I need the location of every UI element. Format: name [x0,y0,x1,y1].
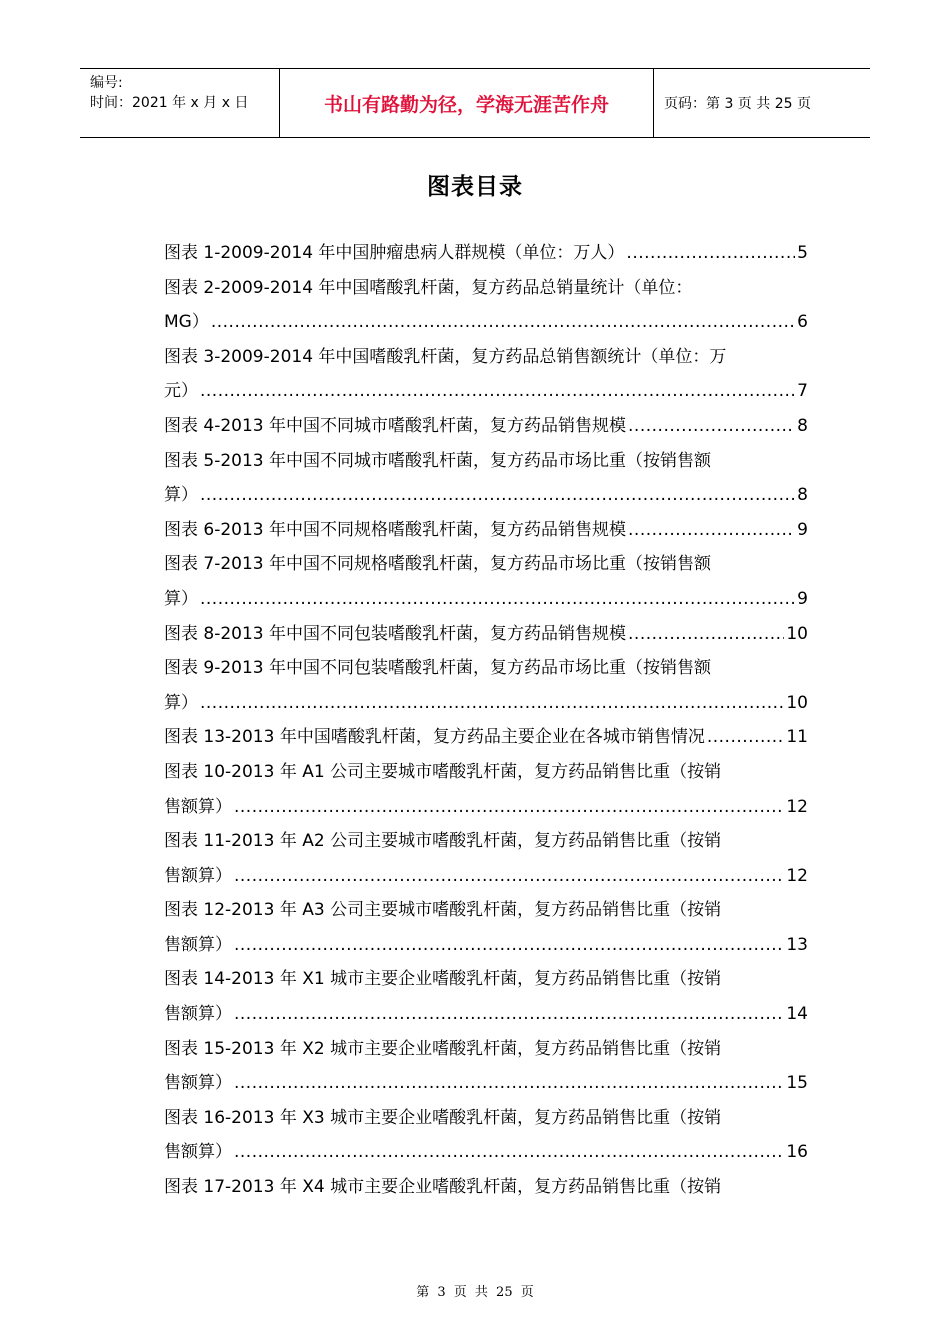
toc-page-number: 14 [786,1004,808,1025]
toc-page-number: 9 [797,588,808,609]
toc-entry[interactable] [164,340,808,409]
toc-entry-text: 图表 9-2013 年中国不同包装嗜酸乳杆菌，复方药品市场比重（按销售额 [164,658,712,679]
toc-page-number: 7 [797,381,808,402]
toc-entry-text: 图表 10-2013 年 A1 公司主要城市嗜酸乳杆菌，复方药品销售比重（按销 [164,761,722,782]
toc-entry[interactable] [164,547,808,616]
toc-entry-text: 元） [164,381,198,402]
toc-leader-dots [707,720,785,755]
number-label: 编号: [90,75,123,91]
toc-entry-text: 图表 8-2013 年中国不同包装嗜酸乳杆菌，复方药品销售规模 [164,623,627,644]
toc-leader-dots [234,997,784,1032]
toc-leader-dots [626,236,795,271]
toc-leader-dots [234,1066,784,1101]
toc-entry[interactable] [164,755,808,824]
toc-entry-text: 售额算） [164,1004,232,1025]
toc-page-number: 15 [786,1073,808,1094]
header-motto: 书山有路勤为径，学海无涯苦作舟 [280,69,654,137]
toc-entry-text: 售额算） [164,1073,232,1094]
toc-entry[interactable] [164,513,808,548]
toc-entry[interactable] [164,409,808,444]
toc-page-number: 12 [786,865,808,886]
toc-page-number: 13 [786,934,808,955]
toc-leader-dots [200,374,795,409]
toc-entry[interactable] [164,1032,808,1101]
toc-entry-text: 图表 6-2013 年中国不同规格嗜酸乳杆菌，复方药品销售规模 [164,519,627,540]
page-header [80,68,870,138]
page-title: 图表目录 [427,174,523,200]
toc-entry[interactable] [164,1170,808,1205]
toc-entry-text: 售额算） [164,1142,232,1163]
toc-entry-text: 图表 15-2013 年 X2 城市主要企业嗜酸乳杆菌，复方药品销售比重（按销 [164,1038,722,1059]
toc-leader-dots [234,928,784,963]
toc-entry-text: 图表 5-2013 年中国不同城市嗜酸乳杆菌，复方药品市场比重（按销售额 [164,450,712,471]
toc-entry-text: 图表 2-2009-2014 年中国嗜酸乳杆菌，复方药品总销量统计（单位： [164,277,693,298]
toc-entry-text: 图表 14-2013 年 X1 城市主要企业嗜酸乳杆菌，复方药品销售比重（按销 [164,969,722,990]
toc-leader-dots [211,305,795,340]
toc-page-number: 12 [786,796,808,817]
toc-entry[interactable] [164,271,808,340]
page-footer: 第 3 页 共 25 页 [416,1285,534,1300]
toc-entry-text: 图表 11-2013 年 A2 公司主要城市嗜酸乳杆菌，复方药品销售比重（按销 [164,831,722,852]
toc-leader-dots [628,409,795,444]
toc-entry-text: MG） [164,312,209,333]
toc-entry-text: 算） [164,485,198,506]
toc-entry[interactable] [164,444,808,513]
toc-entry-text: 图表 3-2009-2014 年中国嗜酸乳杆菌，复方药品总销售额统计（单位：万 [164,346,727,367]
toc-page-number: 5 [797,243,808,263]
toc-page-number: 6 [797,312,808,333]
toc-entry-text: 图表 7-2013 年中国不同规格嗜酸乳杆菌，复方药品市场比重（按销售额 [164,554,712,575]
toc-leader-dots [234,1135,784,1170]
toc-entry[interactable] [164,617,808,652]
toc-entry-text: 算） [164,588,198,609]
toc-entry-text: 售额算） [164,934,232,955]
toc-entry-text: 图表 1-2009-2014 年中国肿瘤患病人群规模（单位：万人） [164,243,625,263]
toc-leader-dots [234,790,784,825]
toc-entry[interactable] [164,962,808,1031]
toc-page-number: 8 [797,485,808,506]
table-of-figures [164,236,808,1205]
toc-entry[interactable] [164,651,808,720]
toc-leader-dots [628,513,795,548]
toc-page-number: 9 [797,519,808,540]
toc-entry-text: 售额算） [164,865,232,886]
toc-leader-dots [234,859,784,894]
toc-entry-text: 图表 12-2013 年 A3 公司主要城市嗜酸乳杆菌，复方药品销售比重（按销 [164,900,722,921]
header-meta [80,69,280,137]
toc-entry[interactable] [164,720,808,755]
toc-entry-text: 售额算） [164,796,232,817]
toc-page-number: 10 [786,623,808,644]
toc-entry-text: 图表 16-2013 年 X3 城市主要企业嗜酸乳杆菌，复方药品销售比重（按销 [164,1107,722,1128]
toc-page-number: 11 [786,727,808,748]
toc-entry[interactable] [164,236,808,271]
toc-leader-dots [200,582,795,617]
toc-entry-text: 图表 4-2013 年中国不同城市嗜酸乳杆菌，复方药品销售规模 [164,415,627,436]
toc-entry[interactable] [164,893,808,962]
toc-entry[interactable] [164,1101,808,1170]
toc-entry-text: 图表 13-2013 年中国嗜酸乳杆菌，复方药品主要企业在各城市销售情况 [164,727,705,748]
time-label: 时间：2021 年 x 月 x 日 [90,95,249,111]
toc-leader-dots [200,686,784,721]
toc-page-number: 16 [786,1142,808,1163]
toc-page-number: 10 [786,692,808,713]
toc-entry-text: 图表 17-2013 年 X4 城市主要企业嗜酸乳杆菌，复方药品销售比重（按销 [164,1177,722,1198]
toc-entry-text: 算） [164,692,198,713]
toc-leader-dots [628,617,784,652]
toc-page-number: 8 [797,415,808,436]
header-page-info: 页码：第 3 页 共 25 页 [664,96,811,112]
toc-leader-dots [200,478,795,513]
toc-entry[interactable] [164,824,808,893]
